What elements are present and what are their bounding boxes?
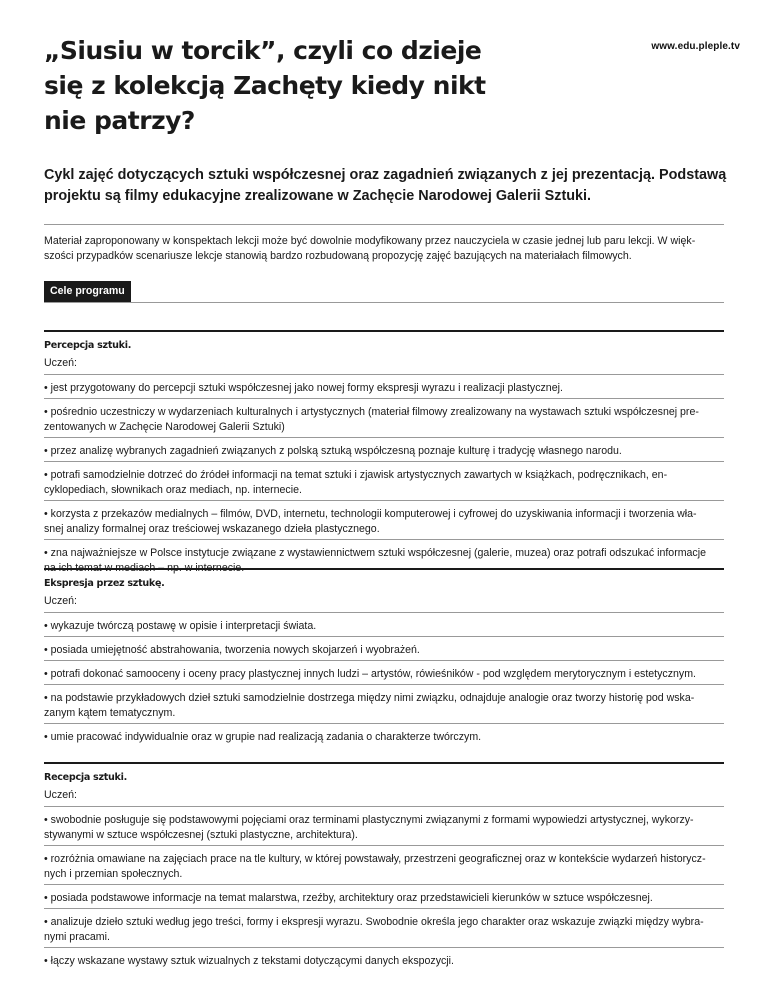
list-item: • korzysta z przekazów medialnych – filmów, DVD, internetu, technologii komputerowej i cyfrowej do uzyskiwania informacji i tworzenia wła- snej analizy formalnej oraz treściowej wskazanego dzieła plastycznego.: [44, 501, 724, 540]
list-item: • potrafi samodzielnie dotrzeć do źródeł informacji na temat sztuki i zjawisk artystycznych zawartych w książkach, podręcznikach, en- cyklopediach, słownikach oraz mediach, np. internecie.: [44, 462, 724, 501]
divider: [44, 302, 724, 303]
student-label: Uczeń:: [44, 594, 724, 613]
title-line: nie patrzy?: [44, 106, 195, 135]
list-item: • wykazuje twórczą postawę w opisie i interpretacji świata.: [44, 613, 724, 637]
list-item: • łączy wskazane wystawy sztuk wizualnych z tekstami dotyczącymi danych ekspozycji.: [44, 955, 454, 967]
list-item: • przez analizę wybranych zagadnień związanych z polską sztuką współczesną poznaje kulturę i tradycję własnego narodu.: [44, 438, 724, 462]
list-item: • jest przygotowany do percepcji sztuki współczesnej jako nowej formy ekspresji wyrazu i realizacji plastycznej.: [44, 375, 724, 399]
section-label-cele-programu: Cele programu: [44, 281, 131, 302]
page-title: [44, 33, 564, 138]
list-item: • posiada umiejętność abstrahowania, tworzenia nowych skojarzeń i wyobrażeń.: [44, 637, 724, 661]
site-url[interactable]: www.edu.pleple.tv: [651, 41, 740, 52]
list-item: • zna najważniejsze w Polsce instytucje związane z wystawiennictwem sztuki współczesnej (galerie, muzea) oraz potrafi odszukać informacje na ich temat w mediach – np. w internecie.: [44, 547, 706, 574]
student-label: Uczeń:: [44, 356, 724, 375]
intro-paragraph: [44, 224, 724, 264]
list-item: • pośrednio uczestniczy w wydarzeniach kulturalnych i artystycznych (materiał filmowy zrealizowany na wystawach sztuki współczesnej pre- zentowanych w Zachęcie Narodowej Galerii Sztuki): [44, 399, 724, 438]
list-item: • rozróżnia omawiane na zajęciach prace na tle kultury, w której powstawały, przestrzeni geograficznej oraz w kontekście wydarzeń historycz- nych i przemian społecznych.: [44, 846, 724, 885]
list-item: • posiada podstawowe informacje na temat malarstwa, rzeźby, architektury oraz przedstawicieli kierunków w sztuce współczesnej.: [44, 885, 724, 909]
title-line: się z kolekcją Zachęty kiedy nikt: [44, 71, 486, 100]
section-heading: Ekspresja przez sztukę.: [44, 568, 724, 594]
list-item: • swobodnie posługuje się podstawowymi pojęciami oraz terminami plastycznymi związanymi z formami wypowiedzi artystycznej, wykorzy- stywanymi w sztuce współczesnej (sztuki plastyczne, architektura).: [44, 807, 724, 846]
student-label: Uczeń:: [44, 788, 724, 807]
section-ekspresja: [44, 568, 724, 747]
list-item: • potrafi dokonać samooceny i oceny pracy plastycznej innych ludzi – artystów, rówieśników - pod względem merytorycznym i estetycznym.: [44, 661, 724, 685]
list-item: • analizuje dzieło sztuki według jego treści, formy i ekspresji wyrazu. Swobodnie określa jego charakter oraz wskazuje związki między wybra- nymi pracami.: [44, 909, 724, 948]
section-recepcja: [44, 762, 724, 971]
lead-paragraph: [44, 165, 726, 207]
list-item: • na podstawie przykładowych dzieł sztuki samodzielnie dostrzega między nimi związku, odnajduje analogie oraz tworzy historię pod wska- zanym kątem tematycznym.: [44, 685, 724, 724]
section-percepcja: [44, 330, 724, 578]
title-line: „Siusiu w torcik”, czyli co dzieje: [44, 36, 482, 65]
intro-line: szości przypadków scenariusze lekcje stanowią bardzo rozbudowaną propozycję zajęć bazujących na materiałach filmowych.: [44, 250, 632, 262]
intro-line: Materiał zaproponowany w konspektach lekcji może być dowolnie modyfikowany przez nauczyciela w czasie jednej lub paru lekcji. W więk-: [44, 235, 696, 247]
section-heading: Percepcja sztuki.: [44, 330, 724, 356]
list-item: • umie pracować indywidualnie oraz w grupie nad realizacją zadania o charakterze twórczym.: [44, 731, 482, 743]
lead-line: projektu są filmy edukacyjne zrealizowane w Zachęcie Narodowej Galerii Sztuki.: [44, 188, 592, 204]
section-heading: Recepcja sztuki.: [44, 762, 724, 788]
lead-line: Cykl zajęć dotyczących sztuki współczesnej oraz zagadnień związanych z jej prezentacją. Podstawą: [44, 167, 727, 183]
